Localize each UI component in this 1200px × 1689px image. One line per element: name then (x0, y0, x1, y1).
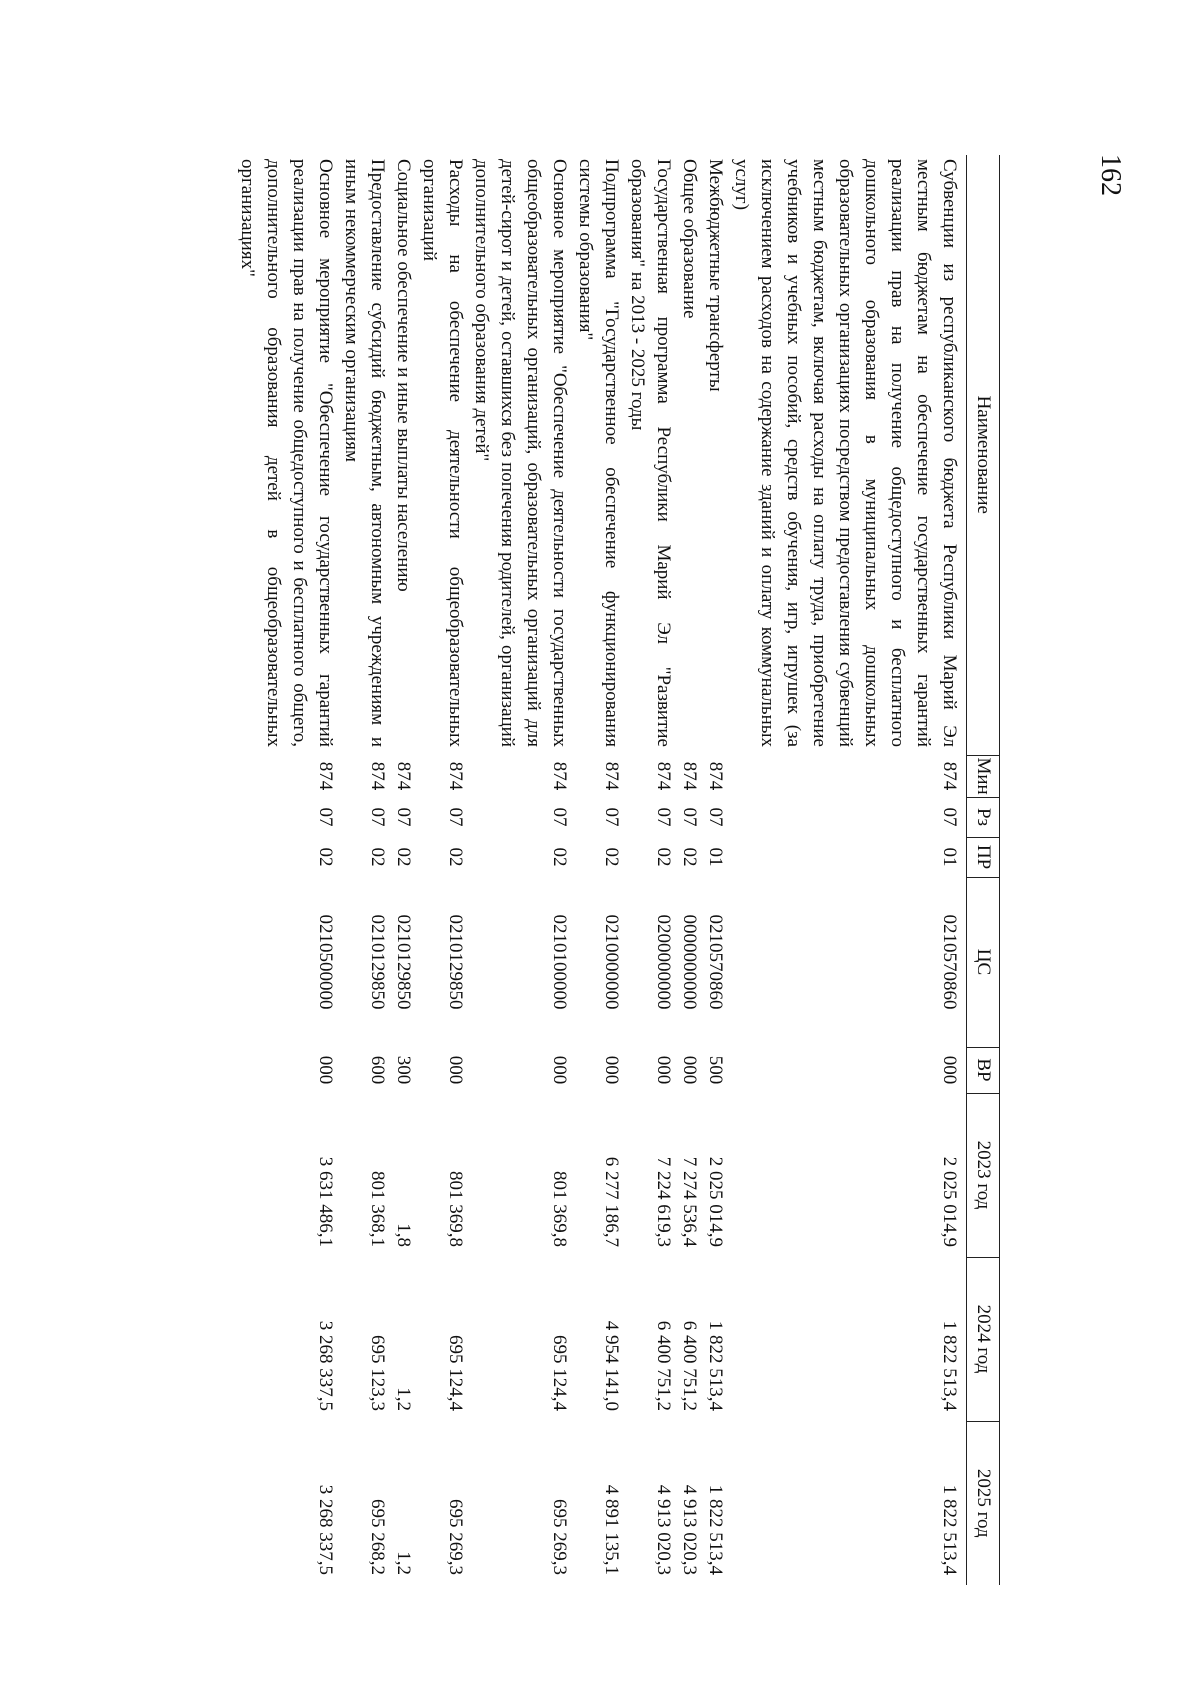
row-pr: 02 (653, 847, 674, 867)
row-min: 874 (367, 761, 388, 791)
row-cs: 0210100000 (549, 914, 570, 1010)
table-row (468, 155, 572, 1585)
row-min: 874 (679, 761, 700, 791)
row-2023: 801 369,8 (549, 1171, 570, 1247)
row-cs: 0210129850 (367, 914, 388, 1010)
row-pr: 02 (393, 847, 414, 867)
row-2024: 3 268 337,5 (315, 1320, 336, 1411)
row-2024: 695 124,4 (445, 1335, 466, 1411)
row-cs: 0210129850 (393, 914, 414, 1010)
row-name: Основное мероприятие "Обеспечение деятельности государственных общеобразовательных организаций, образовательных организаций для детей-сирот и детей, оставшихся без попечения родителей, организаций дополнительного образования детей" (471, 159, 570, 747)
row-pr: 02 (367, 847, 388, 867)
row-2023: 801 369,8 (445, 1171, 466, 1247)
row-min: 874 (939, 761, 960, 791)
row-name: Государственная программа Республики Марий Эл "Развитие образования" на 2013 - 2025 годы (627, 159, 674, 747)
row-2025: 695 269,3 (445, 1499, 466, 1575)
row-vr: 000 (445, 1055, 466, 1085)
row-cs: 0210000000 (601, 914, 622, 1010)
row-vr: 000 (939, 1055, 960, 1085)
row-name: Расходы на обеспечение деятельности общеобразовательных организаций (419, 159, 466, 747)
row-name: Общее образование (679, 159, 700, 319)
row-cs: 0210570860 (939, 914, 960, 1010)
row-2023: 3 631 486,1 (315, 1156, 336, 1247)
row-2023: 801 368,1 (367, 1171, 388, 1247)
row-pr: 01 (705, 847, 726, 867)
row-pr: 01 (939, 847, 960, 867)
header-2023: 2023 год (967, 1093, 1000, 1257)
row-2023: 2 025 014,9 (705, 1156, 726, 1247)
header-2025: 2025 год (967, 1421, 1000, 1585)
table-row (572, 155, 624, 1585)
row-rz: 07 (367, 807, 388, 827)
row-cs: 0000000000 (679, 914, 700, 1010)
table-row (234, 155, 338, 1585)
row-2024: 1 822 513,4 (939, 1320, 960, 1411)
row-2025: 4 913 020,3 (679, 1484, 700, 1575)
row-rz: 07 (705, 807, 726, 827)
row-min: 874 (315, 761, 336, 791)
row-cs: 0200000000 (653, 914, 674, 1010)
table-row (676, 155, 702, 1585)
table-row (728, 155, 967, 1585)
row-2024: 6 400 751,2 (679, 1320, 700, 1411)
row-rz: 07 (679, 807, 700, 827)
row-min: 874 (549, 761, 570, 791)
header-cs: ЦС (967, 877, 1000, 1047)
row-2024: 1,2 (393, 1387, 414, 1411)
row-min: 874 (705, 761, 726, 791)
row-rz: 07 (393, 807, 414, 827)
row-rz: 07 (445, 807, 466, 827)
row-2025: 695 269,3 (549, 1499, 570, 1575)
table-row (338, 155, 390, 1585)
row-cs: 0210129850 (445, 914, 466, 1010)
row-2025: 3 268 337,5 (315, 1484, 336, 1575)
row-rz: 07 (653, 807, 674, 827)
row-vr: 000 (549, 1055, 570, 1085)
row-vr: 000 (679, 1055, 700, 1085)
row-2024: 6 400 751,2 (653, 1320, 674, 1411)
row-rz: 07 (315, 807, 336, 827)
row-name: Социальное обеспечение и иные выплаты населению (393, 159, 414, 592)
row-pr: 02 (679, 847, 700, 867)
row-2025: 4 913 020,3 (653, 1484, 674, 1575)
row-2025: 1 822 513,4 (939, 1484, 960, 1575)
row-rz: 07 (601, 807, 622, 827)
header-name: Наименование (967, 155, 1000, 755)
row-name: Подпрограмма "Государственное обеспечение функционирования системы образования" (575, 159, 622, 747)
page-number: 162 (1095, 154, 1126, 196)
row-rz: 07 (939, 807, 960, 827)
header-rz: Рз (967, 797, 1000, 837)
row-2023: 1,8 (393, 1223, 414, 1247)
row-2025: 4 891 135,1 (601, 1484, 622, 1575)
row-cs: 0210570860 (705, 914, 726, 1010)
row-2025: 695 268,2 (367, 1499, 388, 1575)
row-2025: 1 822 513,4 (705, 1484, 726, 1575)
row-name: Субвенции из республиканского бюджета Республики Марий Эл местным бюджетам на обеспечение государственных гарантий реализации прав на получение общедоступного и бесплатного дошкольного образования в муниципальных дошкольных образовательных организациях посредством предоставления субвенций местным бюджетам, включая расходы на оплату труда, приобретение учебников и учебных пособий, средств обучения, игр, игрушек (за исключением расходов на содержание зданий и оплату коммунальных услуг) (731, 159, 960, 747)
row-min: 874 (601, 761, 622, 791)
row-vr: 600 (367, 1055, 388, 1085)
row-rz: 07 (549, 807, 570, 827)
row-cs: 0210500000 (315, 914, 336, 1010)
row-vr: 300 (393, 1055, 414, 1085)
rotated-table-sheet (210, 155, 1000, 1595)
row-name: Предоставление субсидий бюджетным, автономным учреждениям и иным некоммерческим организациям (341, 159, 388, 747)
table-header (967, 155, 1000, 1585)
header-vr: ВР (967, 1047, 1000, 1093)
header-pr: ПР (967, 837, 1000, 877)
row-2024: 4 954 141,0 (601, 1320, 622, 1411)
row-2023: 7 224 619,3 (653, 1156, 674, 1247)
row-min: 874 (445, 761, 466, 791)
row-name: Основное мероприятие "Обеспечение государственных гарантий реализации прав на получение общедоступного и бесплатного общего, дополнительного образования детей в общеобразовательных организациях" (237, 159, 336, 747)
table-row (624, 155, 676, 1585)
row-2024: 1 822 513,4 (705, 1320, 726, 1411)
row-min: 874 (653, 761, 674, 791)
row-2023: 6 277 186,7 (601, 1156, 622, 1247)
row-pr: 02 (315, 847, 336, 867)
row-2023: 2 025 014,9 (939, 1156, 960, 1247)
row-2024: 695 123,3 (367, 1335, 388, 1411)
header-min: Мин (967, 755, 1000, 797)
table-row (390, 155, 416, 1585)
table-row (416, 155, 468, 1585)
row-2025: 1,2 (393, 1551, 414, 1575)
budget-table (234, 155, 1000, 1585)
header-2024: 2024 год (967, 1257, 1000, 1421)
row-pr: 02 (445, 847, 466, 867)
row-2024: 695 124,4 (549, 1335, 570, 1411)
row-vr: 500 (705, 1055, 726, 1085)
row-2023: 7 274 536,4 (679, 1156, 700, 1247)
row-pr: 02 (549, 847, 570, 867)
row-vr: 000 (315, 1055, 336, 1085)
row-vr: 000 (653, 1055, 674, 1085)
row-pr: 02 (601, 847, 622, 867)
row-vr: 000 (601, 1055, 622, 1085)
row-name: Межбюджетные трансферты (705, 159, 726, 392)
row-min: 874 (393, 761, 414, 791)
table-row (702, 155, 728, 1585)
